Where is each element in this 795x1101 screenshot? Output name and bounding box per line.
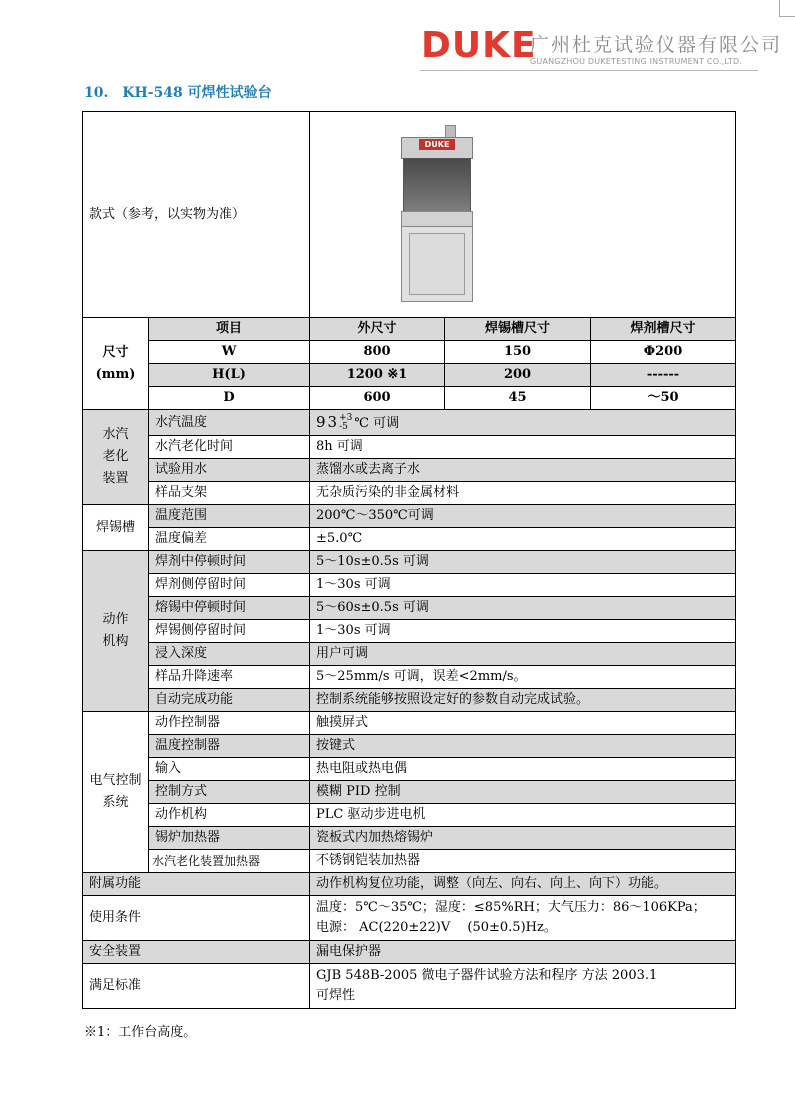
size-header-flux: 焊剂槽尺寸	[591, 318, 736, 341]
spec-label: 水汽温度	[149, 410, 310, 436]
section-number: 10.	[84, 85, 109, 101]
motion-row	[83, 574, 736, 597]
spec-value: 触摸屏式	[310, 712, 736, 735]
size-header-item: 项目	[149, 318, 310, 341]
usage-conditions	[310, 896, 736, 941]
steam-temp-tol-plus: +3	[339, 413, 353, 423]
spec-label: 浸入深度	[149, 643, 310, 666]
size-category-label: 尺寸	[102, 344, 129, 360]
spec-label: 水汽老化装置加热器	[149, 850, 310, 873]
steam-temperature-value	[310, 410, 736, 436]
size-header-row	[83, 318, 736, 341]
company-name-en: GUANGZHOU DUKETESTING INSTRUMENT CO.,LTD.	[530, 57, 743, 66]
size-cell: Φ200	[591, 341, 736, 364]
section-heading: KH-548 可焊性试验台	[122, 85, 272, 101]
extra-row	[83, 873, 736, 896]
electric-row	[83, 804, 736, 827]
size-category	[83, 318, 149, 410]
standard-value	[310, 964, 736, 1009]
spec-label: 安全装置	[83, 941, 310, 964]
steam-temp-base: 93	[316, 412, 340, 431]
spec-label: 焊剂侧停留时间	[149, 574, 310, 597]
steam-row	[83, 482, 736, 505]
spec-value: 无杂质污染的非金属材料	[310, 482, 736, 505]
spec-value: 5～10s±0.5s 可调	[310, 551, 736, 574]
electric-row	[83, 781, 736, 804]
spec-label: 焊锡侧停留时间	[149, 620, 310, 643]
steam-temp-tol-minus: -5	[339, 422, 348, 432]
spec-value: 控制系统能够按照设定好的参数自动完成试验。	[310, 689, 736, 712]
header-divider	[420, 70, 758, 71]
company-name-cn: 广州杜克试验仪器有限公司	[530, 34, 783, 56]
size-cell: 150	[445, 341, 591, 364]
product-photo	[310, 112, 736, 318]
cabinet-brand: DUKE	[419, 139, 455, 150]
spec-label: 温度范围	[149, 505, 310, 528]
size-header-tin: 焊锡槽尺寸	[445, 318, 591, 341]
tin-category: 焊锡槽	[83, 505, 149, 551]
size-cell: W	[149, 341, 310, 364]
size-cell: 200	[445, 364, 591, 387]
spec-value: 蒸馏水或去离子水	[310, 459, 736, 482]
spec-value: 5～25mm/s 可调，误差<2mm/s。	[310, 666, 736, 689]
motion-row	[83, 643, 736, 666]
extra-row	[83, 964, 736, 1009]
spec-value: 200℃～350℃可调	[310, 505, 736, 528]
size-row-h	[83, 364, 736, 387]
spec-value: 瓷板式内加热熔锡炉	[310, 827, 736, 850]
electric-category: 电气控制系统	[83, 712, 149, 873]
size-cell: 1200 ※1	[310, 364, 445, 387]
spec-label: 样品支架	[149, 482, 310, 505]
size-row-d	[83, 387, 736, 410]
spec-label: 焊剂中停顿时间	[149, 551, 310, 574]
steam-row	[83, 436, 736, 459]
motion-row	[83, 551, 736, 574]
size-cell: D	[149, 387, 310, 410]
spec-value: 用户可调	[310, 643, 736, 666]
spec-label: 使用条件	[83, 896, 310, 941]
spec-value: 模糊 PID 控制	[310, 781, 736, 804]
spec-label: 动作控制器	[149, 712, 310, 735]
motion-row	[83, 666, 736, 689]
spec-label: 满足标准	[83, 964, 310, 1009]
size-cell: ～50	[591, 387, 736, 410]
spec-value: 1～30s 可调	[310, 574, 736, 597]
standard-line-1: GJB 548B-2005 微电子器件试验方法和程序 方法 2003.1	[316, 968, 658, 983]
spec-value: 动作机构复位功能，调整（向左、向右、向上、向下）功能。	[310, 873, 736, 896]
size-cell: H(L)	[149, 364, 310, 387]
page-corner-mark	[779, 0, 795, 17]
standard-line-2: 可焊性	[316, 988, 356, 1003]
spec-label: 温度控制器	[149, 735, 310, 758]
size-cell: 600	[310, 387, 445, 410]
company-logo: DUKE	[421, 25, 537, 66]
footnote: ※1：工作台高度。	[84, 1025, 197, 1040]
size-cell: 45	[445, 387, 591, 410]
steam-row	[83, 459, 736, 482]
motion-row	[83, 597, 736, 620]
spec-table	[82, 111, 736, 1009]
electric-row	[83, 758, 736, 781]
electric-row	[83, 735, 736, 758]
spec-label: 附属功能	[83, 873, 310, 896]
steam-temp-suffix: ℃ 可调	[354, 415, 400, 431]
photo-row	[83, 112, 736, 318]
spec-value: PLC 驱动步进电机	[310, 804, 736, 827]
spec-value: ±5.0℃	[310, 528, 736, 551]
spec-value: 1～30s 可调	[310, 620, 736, 643]
spec-label: 自动完成功能	[149, 689, 310, 712]
photo-label: 款式（参考，以实物为准）	[83, 112, 310, 318]
section-title	[84, 82, 286, 102]
size-unit: (mm)	[95, 366, 136, 382]
spec-value: 8h 可调	[310, 436, 736, 459]
tin-row	[83, 505, 736, 528]
motion-category: 动作机构	[83, 551, 149, 712]
steam-category: 水汽老化装置	[83, 410, 149, 505]
size-header-outer: 外尺寸	[310, 318, 445, 341]
electric-row	[83, 827, 736, 850]
spec-label: 熔锡中停顿时间	[149, 597, 310, 620]
spec-label: 试验用水	[149, 459, 310, 482]
extra-row	[83, 896, 736, 941]
spec-value: 热电阻或热电偶	[310, 758, 736, 781]
motion-row	[83, 689, 736, 712]
spec-label: 动作机构	[149, 804, 310, 827]
motion-row	[83, 620, 736, 643]
electric-row	[83, 850, 736, 873]
usage-line-2: 电源： AC(220±22)V (50±0.5)Hz。	[316, 920, 557, 935]
spec-label: 锡炉加热器	[149, 827, 310, 850]
page-header	[0, 0, 795, 80]
spec-value: 按键式	[310, 735, 736, 758]
tin-row	[83, 528, 736, 551]
spec-label: 控制方式	[149, 781, 310, 804]
spec-value: 漏电保护器	[310, 941, 736, 964]
usage-line-1: 温度：5℃～35℃；湿度：≤85%RH；大气压力：86～106KPa；	[316, 900, 706, 915]
spec-value: 5～60s±0.5s 可调	[310, 597, 736, 620]
spec-label: 水汽老化时间	[149, 436, 310, 459]
size-cell: ------	[591, 364, 736, 387]
extra-row	[83, 941, 736, 964]
spec-value: 不锈钢铠装加热器	[310, 850, 736, 873]
size-cell: 800	[310, 341, 445, 364]
electric-row	[83, 712, 736, 735]
spec-label: 温度偏差	[149, 528, 310, 551]
steam-row	[83, 410, 736, 436]
cabinet-image	[401, 125, 473, 302]
spec-label: 输入	[149, 758, 310, 781]
spec-label: 样品升降速率	[149, 666, 310, 689]
size-row-w	[83, 341, 736, 364]
